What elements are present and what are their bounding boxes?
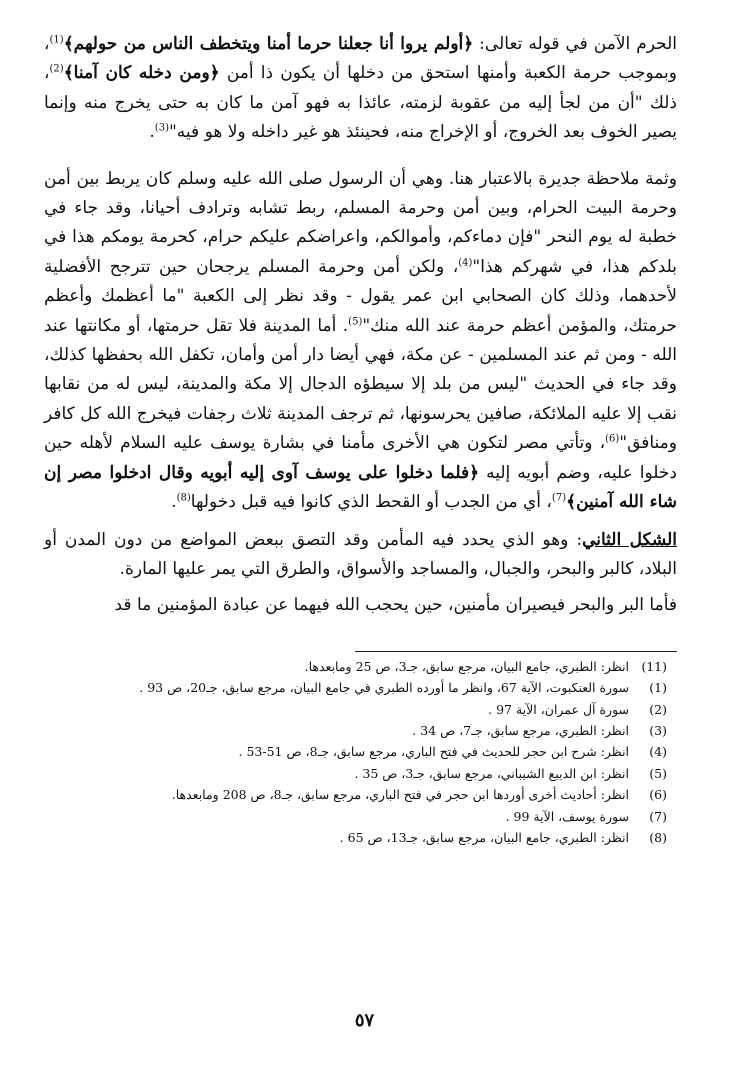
paragraph xyxy=(44,30,677,148)
paragraph xyxy=(44,165,677,518)
text-run: ، وتأتي مصر لتكون هي الأخرى مأمنا في بشارة يوسف عليه السلام لأهله حين دخلوا عليه، وضم أبويه إليه xyxy=(44,433,677,483)
footnote-text: سورة يوسف، الآية 99 . xyxy=(505,808,633,824)
footnote-number: (11) xyxy=(641,658,667,674)
footnote-ref: (4) xyxy=(458,257,473,269)
footnote-number: (1) xyxy=(649,680,667,696)
footnote-number: (4) xyxy=(649,744,667,760)
text-run: : وهو الذي يحدد فيه المأمن وقد التصق ببعض المواضع من دون المدن أو البلاد، كالبر والبحر، والجبال، والمساجد والأسواق، والطرق التي يمر عليها المارة. xyxy=(44,529,677,579)
footnote xyxy=(44,763,677,784)
text-run: . أما المدينة فلا تقل حرمتها، أو مكانتها عند الله - ومن ثم عند المسلمين - عن مكة، فهي أيضا دار أمن وأمان، تكفل الله بحفظها كذلك، وقد جاء في الحديث "ليس من بلد إلا سيطؤه الدجال إلا مكة والمدينة، ليس له من نقابها نقب إلا عليه الملائكة، صافين يحرسونها، ثم ترجف المدينة ثلاث رجفات فيخرج الله كل كافر ومنافق" xyxy=(44,315,677,454)
footnote-ref: (5) xyxy=(348,316,363,327)
footnote-text: انظر: شرح ابن حجر للحديث في فتح الباري، مرجع سابق، جـ8، ص 51-53 . xyxy=(238,744,633,760)
text-run: . xyxy=(149,122,155,143)
footnote-text: انظر: الطبري، جامع البيان، مرجع سابق، جـ3، ص 25 ومابعدها. xyxy=(304,658,633,674)
quran-quote: ﴿أولم يروا أنا جعلنا حرما أمنا ويتخطف الناس من حولهم﴾ xyxy=(63,34,474,54)
footnote-number: (8) xyxy=(649,829,667,845)
footnote-text: انظر: ابن الديبع الشيباني، مرجع سابق، جـ3، ص 35 . xyxy=(354,765,633,781)
body-text xyxy=(44,30,677,621)
footnote-number: (2) xyxy=(649,701,667,717)
footnote-list xyxy=(44,656,677,849)
quran-quote: ﴿فلما دخلوا على يوسف آوى إليه أبويه وقال ادخلوا مصر إن شاء الله آمنين﴾ xyxy=(44,462,677,513)
footnote-text: انظر: أحاديث أخرى أوردها ابن حجر في فتح الباري، مرجع سابق، جـ8، ص 208 ومابعدها. xyxy=(171,787,633,803)
footnote-text: انظر: الطبري، جامع البيان، مرجع سابق، جـ13، ص 65 . xyxy=(339,829,633,845)
text-run: فأما البر والبحر فيصيران مأمنين، حين يحجب الله فيهما عن عبادة المؤمنين ما قد xyxy=(114,595,677,616)
footnote-number: (3) xyxy=(649,722,667,738)
footnote-text: سورة آل عمران، الآية 97 . xyxy=(488,701,633,717)
text-run: ، ولكن أمن وحرمة المسلم يرجحان حين تترجح الأفضلية لأحدهما، وذلك كان الصحابي ابن عمر يقول - وقد نظر إلى الكعبة "ما أعظمك وأعظم حرمتك، والمؤمن أعظم حرمة عند الله منك" xyxy=(44,256,678,336)
paragraph xyxy=(44,591,677,620)
text-run: . xyxy=(171,492,177,513)
footnote-ref: (6) xyxy=(605,433,620,445)
quran-quote: ﴿ومن دخله كان آمنا﴾ xyxy=(63,63,220,84)
paragraph-gap xyxy=(44,584,677,591)
footnote-text: سورة العنكبوت، الآية 67، وانظر ما أورده الطبري في جامع البيان، مرجع سابق، جـ20، ص 93 . xyxy=(139,680,633,696)
paragraph-gap xyxy=(44,518,677,526)
text-run: ، أي من الجدب أو القحط الذي كانوا فيه قبل دخولها xyxy=(190,492,552,513)
footnote xyxy=(44,699,677,720)
text-run: ، وبموجب حرمة الكعبة وأمنها استحق من دخلها أن يكون ذا أمن xyxy=(44,34,678,84)
footnote-text: انظر: الطبري، مرجع سابق، جـ7، ص 34 . xyxy=(412,722,633,738)
footnote xyxy=(44,741,677,762)
footnote-separator xyxy=(355,651,677,652)
footnote xyxy=(44,784,677,805)
footnote xyxy=(44,720,677,741)
page-number: ٥٧ xyxy=(354,1010,375,1031)
footnote-ref: (7) xyxy=(551,492,567,504)
footnote xyxy=(44,656,677,677)
footnote xyxy=(44,806,677,827)
text-run: الحرم الآمن في قوله تعالى: xyxy=(473,34,677,54)
footnote-number: (6) xyxy=(649,787,667,803)
text-run: وثمة ملاحظة جديرة بالاعتبار هنا. وهي أن الرسول صلى الله عليه وسلم كان يربط بين أمن وحرمة البيت الحرام، وبين أمن وحرمة المسلم، ربط تشابه وترادف أحيانا، وقد جاء في خطبة له يوم النحر "فإن دماءكم، وأموالكم، واعراضكم عليكم حرام، كحرمة يومكم هذا في بلدكم هذا، في شهركم هذا" xyxy=(44,168,677,277)
footnote-ref: (8) xyxy=(176,492,191,504)
text-run: ، ذلك "أن من لجأ إليه من عقوبة لزمته، عائذا به فهو آمن ما كان به حتى يخرج منه وإنما يصير الخوف بعد الخروج، أو الإخراج منه، فحينئذ هو غير داخله ولا هو فيه" xyxy=(44,63,677,143)
section-heading: الشكل الثاني xyxy=(582,529,678,550)
footnote-ref: (2) xyxy=(49,63,64,75)
footnote-ref: (1) xyxy=(49,34,64,46)
paragraph xyxy=(44,526,677,585)
footnote-number: (5) xyxy=(649,765,667,781)
footnote-ref: (3) xyxy=(154,122,169,134)
footnote xyxy=(44,677,677,698)
footnote-number: (7) xyxy=(649,808,667,824)
footnote xyxy=(44,827,677,848)
paragraph-gap xyxy=(44,148,677,165)
